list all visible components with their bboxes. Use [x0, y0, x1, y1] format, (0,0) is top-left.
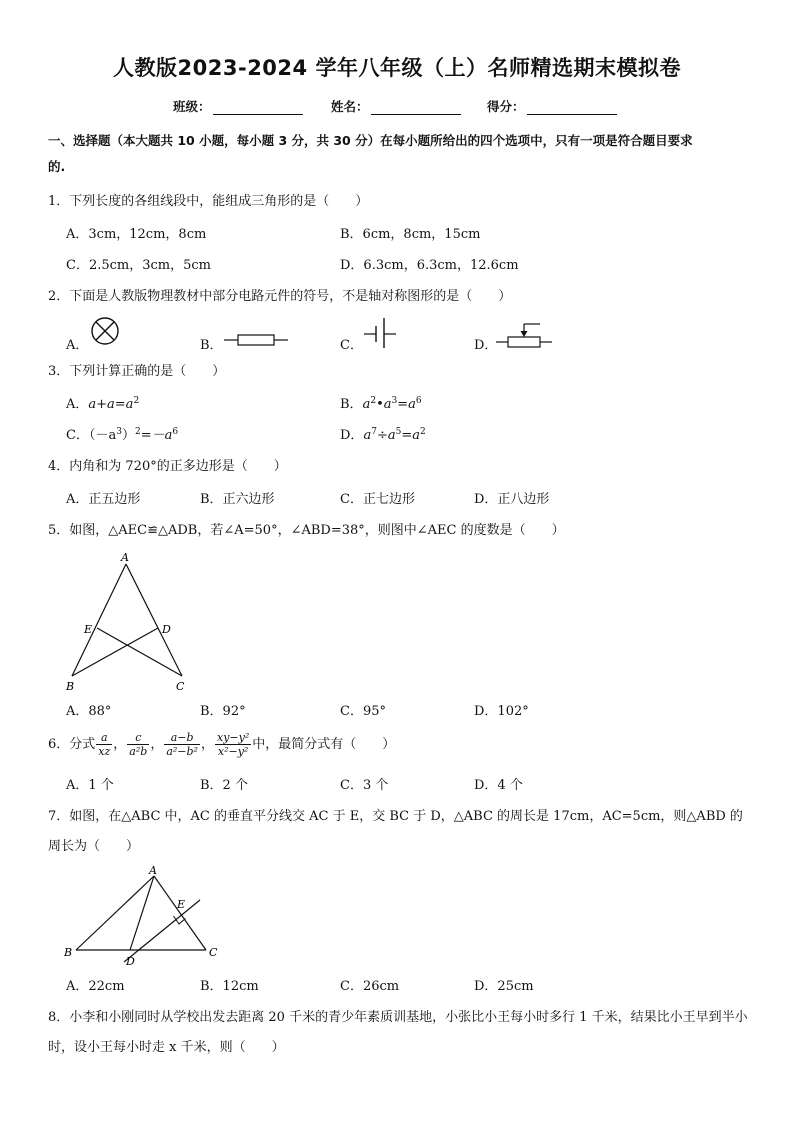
page-title: 人教版2023-2024 学年八年级（上）名师精选期末模拟卷 [113, 56, 681, 80]
q6-option-a[interactable]: A．1 个 [66, 778, 114, 793]
rheostat-symbol-icon [496, 318, 566, 352]
q7-label-b: B [64, 946, 73, 959]
question-1-stem: 1．下列长度的各组线段中，能组成三角形的是（ ） [48, 194, 369, 209]
q6-sep-2: ， [150, 737, 164, 752]
section-heading [48, 128, 753, 180]
q3-b-prefix: B． [340, 397, 363, 412]
q5-label-d: D [162, 623, 171, 636]
q2-option-b[interactable] [200, 336, 223, 356]
name-field [331, 97, 461, 115]
q7-label-a: A [149, 864, 157, 877]
question-7-stem: 7．如图，在△ABC 中，AC 的垂直平分线交 AC 于 E，交 BC 于 D，△ABC 的周长是 17cm，AC=5cm，则△ABD 的周长为（ ） [48, 809, 743, 854]
q7-option-d[interactable]: D．25cm [474, 979, 534, 994]
section-title: 一、选择题（本大题共 10 小题，每小题 3 分，共 30 分） [48, 133, 381, 148]
q3-a-prefix: A． [66, 397, 89, 412]
q6-sep-3: ， [200, 737, 214, 752]
q1-option-c[interactable]: C．2.5cm，3cm，5cm [66, 258, 211, 273]
q5-option-b[interactable]: B．92° [200, 704, 246, 719]
q2-option-d[interactable] [474, 336, 497, 356]
lamp-symbol-icon [88, 314, 122, 348]
q5-option-d[interactable]: D．102° [474, 704, 529, 719]
q5-label-a: A [121, 551, 129, 564]
q6-suffix: 中，最简分式有（ ） [252, 737, 396, 752]
q2-option-b-label: B． [200, 338, 223, 353]
q3-option-d[interactable] [340, 426, 426, 446]
score-field [487, 97, 617, 115]
score-label: 得分： [487, 99, 525, 114]
q6-f3-denominator: a²−b² [166, 745, 198, 758]
q3-d-exp1: 7 [371, 427, 377, 437]
q3-option-c[interactable] [66, 426, 178, 446]
section-desc-b: 的. [48, 159, 66, 174]
q5-label-c: C [176, 680, 185, 693]
q1-option-d[interactable]: D．6.3cm，6.3cm，12.6cm [340, 258, 519, 273]
q6-fraction-3 [164, 731, 200, 758]
q3-c-eq: =－a [140, 428, 173, 443]
score-blank[interactable] [527, 100, 617, 115]
question-8-stem: 8．小李和小刚同时从学校出发去距离 20 千米的青少年素质训基地，小张比小王每小时多行 1 千米，结果比小王早到半小时，设小王每小时走 x 千米，则（ ） [48, 1010, 748, 1055]
q2-option-a[interactable] [66, 336, 88, 356]
q3-c-exp2: 2 [134, 427, 141, 437]
q6-f2-denominator: a²b [129, 745, 148, 758]
q7-label-e: E [177, 898, 186, 911]
question-4-stem: 4．内角和为 720°的正多边形是（ ） [48, 459, 287, 474]
q3-b-exp2: 3 [391, 396, 398, 406]
q3-d-exp2: 5 [395, 427, 402, 437]
q2-option-c-label: C． [340, 338, 363, 353]
q6-f1-denominator: xz [98, 745, 111, 758]
q3-c-exp1: 3 [116, 427, 122, 437]
q6-fraction-1 [96, 731, 112, 758]
question-3-stem: 3．下列计算正确的是（ ） [48, 364, 226, 379]
q6-f3-numerator: a−b [164, 731, 200, 745]
q3-c-mid: ） [121, 428, 135, 443]
q6-f4-denominator: x²−y² [217, 745, 249, 758]
q3-b-exp1: 2 [370, 396, 377, 406]
q7-option-c[interactable]: C．26cm [340, 979, 400, 994]
section-desc-a: 在每小题所给出的四个选项中，只有一项是符合题目要求 [380, 133, 693, 148]
q4-option-b[interactable]: B．正六边形 [200, 492, 275, 507]
q3-option-b[interactable] [340, 395, 422, 415]
question-6-stem [48, 728, 753, 762]
q3-d-base: a [363, 428, 372, 443]
q3-b-mid: •a [376, 397, 392, 412]
q3-b-exp3: 6 [415, 396, 422, 406]
q3-d-prefix: D． [340, 428, 364, 443]
q2-option-d-label: D． [474, 338, 498, 353]
q7-triangle-figure [60, 862, 230, 972]
q3-d-eq: =a [401, 428, 420, 443]
q7-option-a[interactable]: A．22cm [66, 979, 125, 994]
q3-a-expr: a+a=a [88, 397, 134, 412]
class-field [173, 97, 303, 115]
q6-f1-numerator: a [96, 731, 112, 745]
q3-d-exp3: 2 [419, 427, 426, 437]
q5-label-e: E [84, 623, 93, 636]
q3-a-exp: 2 [133, 396, 140, 406]
q5-label-b: B [66, 680, 75, 693]
q4-option-a[interactable]: A．正五边形 [66, 492, 141, 507]
q2-option-a-label: A． [66, 338, 89, 353]
name-label: 姓名： [331, 99, 369, 114]
q6-f4-numerator: xy−y² [216, 731, 250, 744]
battery-symbol-icon [362, 316, 402, 350]
class-label: 班级： [173, 99, 211, 114]
q7-option-b[interactable]: B．12cm [200, 979, 259, 994]
q4-option-c[interactable]: C．正七边形 [340, 492, 415, 507]
q6-option-b[interactable]: B．2 个 [200, 778, 248, 793]
question-2-stem: 2．下面是人教版物理教材中部分电路元件的符号，不是轴对称图形的是（ ） [48, 289, 512, 304]
q6-option-c[interactable]: C．3 个 [340, 778, 389, 793]
q5-option-a[interactable]: A．88° [66, 704, 112, 719]
q6-f2-numerator: c [127, 731, 149, 745]
q4-option-d[interactable]: D．正八边形 [474, 492, 550, 507]
q2-option-c[interactable] [340, 336, 363, 356]
q6-sep-1: ， [113, 737, 127, 752]
q3-c-prefix: C．（－a [66, 428, 117, 443]
q7-label-c: C [209, 946, 218, 959]
q3-b-base: a [362, 397, 371, 412]
q3-b-eq: =a [397, 397, 416, 412]
resistor-symbol-icon [224, 332, 290, 352]
q6-fraction-2 [127, 731, 149, 758]
q1-option-a[interactable]: A．3cm，12cm，8cm [66, 227, 207, 242]
q1-option-b[interactable]: B．6cm，8cm，15cm [340, 227, 481, 242]
q5-triangle-figure [62, 548, 202, 698]
class-blank[interactable] [213, 100, 303, 115]
q5-option-c[interactable]: C．95° [340, 704, 386, 719]
q3-c-exp3: 6 [172, 427, 179, 437]
question-5-stem: 5．如图，△AEC≌△ADB，若∠A=50°，∠ABD=38°，则图中∠AEC 的度数是（ ） [48, 523, 565, 538]
q6-prefix: 6．分式 [48, 737, 96, 752]
q6-fraction-4 [215, 731, 251, 758]
q7-label-d: D [126, 955, 135, 968]
q6-option-d[interactable]: D．4 个 [474, 778, 523, 793]
q3-option-a[interactable] [66, 395, 139, 415]
q3-d-mid: ÷a [376, 428, 396, 443]
name-blank[interactable] [371, 100, 461, 115]
